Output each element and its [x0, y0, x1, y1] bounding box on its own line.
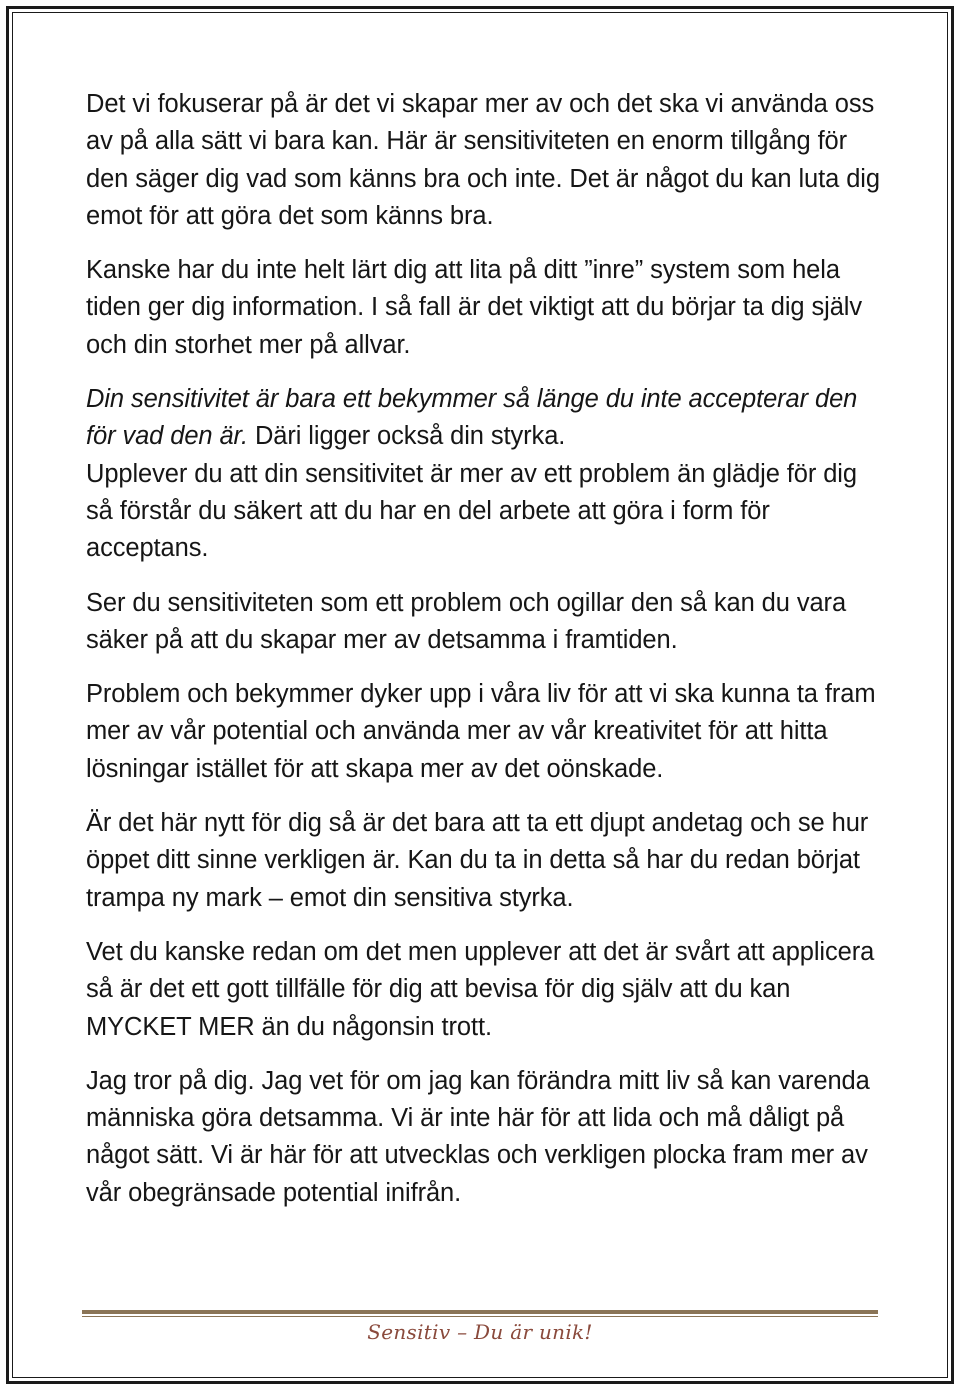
paragraph-7: Är det här nytt för dig så är det bara att ta ett djupt andetag och se hur öppet ditt sinne verkligen är. Kan du ta in detta så har du redan börjat trampa ny mark – emot din sensitiva styrka.	[86, 809, 869, 912]
paragraph-2: Kanske har du inte helt lärt dig att lita på ditt ”inre” system som hela tiden ger dig information. I så fall är det viktigt att du börjar ta dig själv och din storhet mer på allvar.	[86, 256, 863, 359]
statement-continuation: Däri ligger också din styrka.	[247, 422, 566, 451]
paragraph-1: Det vi fokuserar på är det vi skapar mer av och det ska vi använda oss av på alla sätt vi bara kan. Här är sensitiviteten en enorm tillgång för den säger dig vad som känns bra och inte. Det är något du kan luta dig emot för att göra det som känns bra.	[86, 90, 880, 230]
paragraph-5: Ser du sensitiviteten som ett problem och ogillar den så kan du vara säker på att du skapar mer av detsamma i framtiden.	[86, 588, 847, 654]
paragraph-4: Upplever du att din sensitivitet är mer av ett problem än glädje för dig så förstår du säkert att du har en del arbete att göra i form för acceptans.	[86, 459, 857, 563]
paragraph-3	[86, 381, 886, 456]
paragraph-8: Vet du kanske redan om det men upplever att det är svårt att applicera så är det ett gott tillfälle för dig att bevisa för dig själv att du kan MYCKET MER än du någonsin trott.	[86, 937, 875, 1041]
footer-title: Sensitiv – Du är unik!	[367, 1320, 593, 1344]
footer-rule-thin	[82, 1316, 878, 1317]
footer-rule-thick	[82, 1310, 878, 1314]
paragraph-6: Problem och bekymmer dyker upp i våra liv för att vi ska kunna ta fram mer av vår potential och använda mer av vår kreativitet för att hitta lösningar istället för att skapa mer av det oönskade.	[86, 680, 876, 783]
paragraph-9: Jag tror på dig. Jag vet för om jag kan förändra mitt liv så kan varenda människa göra detsamma. Vi är inte här för att lida och må dåligt på något sätt. Vi är här för att utvecklas och verkligen plocka fram mer av vår obegränsade potential inifrån.	[86, 1066, 870, 1207]
italic-statement: Din sensitivitet är bara ett bekymmer så länge du inte accepterar den för vad den är.	[86, 385, 858, 451]
document-body	[86, 86, 886, 1229]
